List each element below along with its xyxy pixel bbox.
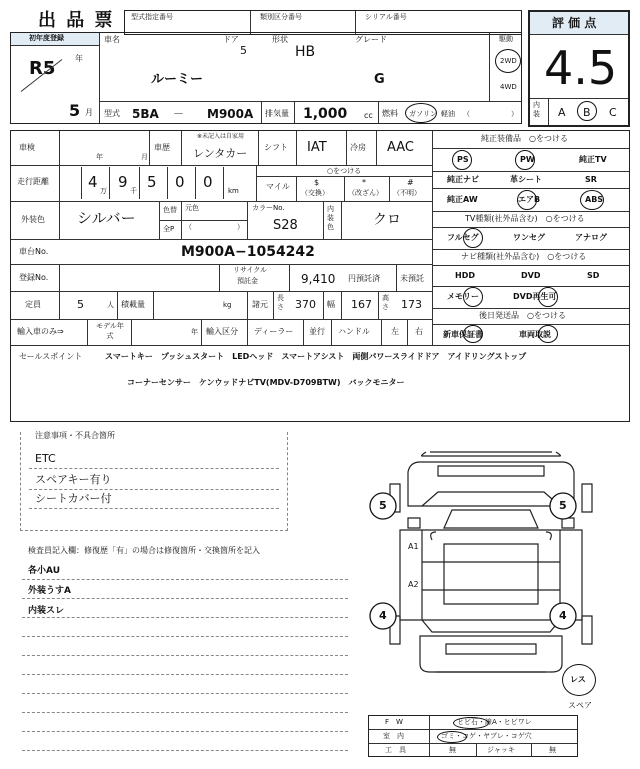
fw-value: ヒビ石・線A・ヒビワレ (457, 718, 532, 726)
nav-hdd: HDD (455, 271, 475, 280)
exterior-color-label: 外装色 (21, 215, 45, 224)
jack-value: 無 (549, 746, 556, 754)
ac-label: 冷房 (350, 143, 366, 152)
tire-rr-value: 4 (559, 609, 567, 622)
interior-grade-label: 内装 (533, 101, 540, 118)
later-title: 後日発送品 ○をつける (479, 311, 566, 320)
interior-grade-a: A (558, 106, 566, 119)
capacity-label: 定員 (25, 300, 41, 309)
form-title: 出 品 票 (38, 10, 115, 31)
drive-4wd: 4WD (500, 83, 517, 91)
equip-ps-circle (452, 150, 472, 170)
tire-rl-value: 4 (379, 609, 387, 622)
score-box (528, 10, 630, 127)
tools-value: 無 (449, 746, 456, 754)
first-registration-label: 初年度登録 (29, 34, 64, 42)
reg-no-label: 登録No. (19, 273, 49, 282)
load-unit: kg (223, 301, 232, 309)
nav-dvd: DVD (521, 271, 541, 280)
mileage-digit-3: 5 (147, 173, 157, 191)
type-number-label: 型式指定番号 (131, 13, 173, 21)
interior-cond-value: ゴミ・コゲ・ヤブレ・コゲ穴 (441, 732, 532, 740)
sales-points-label: セールスポイント (19, 352, 83, 361)
displacement-unit: cc (364, 111, 373, 120)
dealer-option: ディーラー (254, 327, 294, 336)
import-year-unit: 年 (191, 328, 198, 336)
notes-item-1: ETC (35, 452, 56, 465)
serial-number-label: シリアル番号 (365, 13, 407, 21)
registration-month: 5 (69, 101, 81, 120)
handle-left: 左 (391, 327, 399, 336)
equip-airbag: エアB (518, 195, 541, 204)
equip-leather: 革シート (510, 175, 542, 184)
chassis-label: 車台No. (19, 247, 49, 256)
grade-label: グレード (355, 35, 387, 44)
history-label: 車歴 (154, 143, 170, 152)
details-block (10, 130, 630, 422)
interior-color-value: クロ (373, 212, 401, 228)
chassis-value: M900A−1054242 (181, 244, 315, 260)
inspector-line (22, 636, 348, 637)
damage-mark-a2: A2 (408, 580, 419, 589)
model-dash: － (173, 107, 184, 120)
inspector-line (22, 655, 348, 656)
fw-circle (453, 717, 489, 729)
car-info-block (10, 32, 522, 124)
tv-analog: アナログ (575, 233, 607, 242)
color-no-label: カラーNo. (252, 204, 285, 212)
length-value: 370 (295, 298, 316, 311)
nav-dvd-play-circle (538, 287, 558, 307)
condition-table (368, 715, 578, 757)
mileage-digit-2: 9 (118, 173, 128, 191)
import-label: 輸入車のみ⇒ (17, 327, 64, 336)
mark-dollar: $ (314, 178, 320, 187)
dims-label: 諸元 (252, 300, 268, 309)
interior-cond-label: 室 内 (383, 732, 404, 740)
damage-mark-a1: A1 (408, 542, 419, 551)
equip-pw: PW (520, 155, 535, 164)
notes-item-2: スペアキー有り (35, 473, 112, 486)
nav-dvd-play: DVD再生可 (513, 292, 557, 301)
mileage-digits (81, 167, 241, 199)
door-value: 5 (240, 44, 247, 57)
inspector-line (22, 750, 348, 751)
inspection-label: 車検 (19, 143, 35, 152)
handle-label: ハンドル (338, 327, 370, 336)
drive-label: 駆動 (499, 35, 513, 43)
category-number-label: 類別区分番号 (260, 13, 302, 21)
mark-circle-note: ○をつける (327, 167, 362, 175)
inspector-item-3: 内装スレ (28, 606, 65, 616)
shape-label: 形状 (272, 35, 288, 44)
equip-nav: 純正ナビ (447, 175, 479, 184)
original-color-paren-open: （ (185, 223, 192, 231)
width-value: 167 (351, 298, 372, 311)
later-manual-circle (538, 325, 558, 343)
drive-2wd-circle (495, 49, 521, 73)
sales-points-line2: コーナーセンサー ケンウッドナビTV(MDV-D709BTW) バックモニター (127, 378, 405, 387)
history-value: レンタカー (193, 147, 248, 160)
mileage-digit-1: 4 (88, 173, 98, 191)
score-label: 評 価 点 (552, 16, 597, 30)
nav-sd: SD (587, 271, 600, 280)
equip-sr: SR (585, 175, 597, 184)
parallel-option: 並行 (309, 327, 325, 336)
model-year-label: モデル年式 (96, 322, 124, 340)
tire-fr-value: 5 (559, 499, 567, 512)
equipment-panel (433, 131, 629, 345)
inspector-item-1: 各小AU (28, 566, 60, 576)
shift-label: シフト (264, 143, 288, 152)
fuel-paren-close: ） (511, 110, 518, 118)
inspection-month-unit: 月 (141, 153, 148, 161)
mileage-digit-4: 0 (175, 173, 185, 191)
interior-grade-b: B (583, 106, 591, 119)
nav-memory-circle (463, 287, 483, 307)
repaint-label: 色替 (163, 206, 177, 214)
inspector-item-2: 外装うすA (28, 586, 71, 596)
jack-label: ジャッキ (487, 746, 515, 754)
handle-right: 右 (415, 327, 423, 336)
fuel-gasoline: ガソリン (409, 110, 437, 118)
mileage-km: km (228, 187, 239, 195)
mark-dollar-sub: （交換） (301, 189, 329, 197)
registration-era: R5 (29, 58, 56, 79)
equip-pw-circle (515, 150, 535, 170)
original-color-label: 元色 (185, 204, 199, 212)
width-label: 幅 (327, 300, 335, 309)
inspector-title: 検査員記入欄：修復歴「有」の場合は修復箇所・交換箇所を記入 (28, 546, 260, 555)
height-label: 高さ (382, 294, 389, 311)
mileage-sen: 千 (130, 187, 137, 195)
shape-value: HB (295, 44, 316, 60)
mile-label: マイル (266, 182, 290, 191)
tools-label: 工 具 (385, 746, 406, 754)
fuel-gasoline-circle (405, 103, 437, 123)
color-no-value: S28 (273, 218, 298, 233)
height-value: 173 (401, 298, 422, 311)
inspection-year-unit: 年 (96, 153, 103, 161)
inspector-line (22, 712, 348, 713)
recycle-label-2: 預託金 (237, 277, 258, 285)
inspector-line (22, 579, 348, 580)
car-name-value: ルーミー (151, 72, 204, 87)
later-warranty-circle (463, 325, 483, 343)
fuel-paren-open: （ (463, 110, 470, 118)
sales-points-line1: スマートキー プッシュスタート LEDヘッド スマートアシスト 両側パワースライドドア アイドリングストップ (105, 352, 527, 361)
ac-value: AAC (387, 140, 414, 155)
exterior-color-value: シルバー (77, 209, 136, 227)
equip-abs-circle (580, 190, 604, 210)
inspector-line (22, 731, 348, 732)
full-paint-label: 全P (163, 225, 175, 233)
later-warranty: 新車保証書 (443, 330, 483, 339)
mileage-man: 万 (100, 187, 107, 195)
score-value: 4.5 (544, 41, 618, 95)
equip-ps: PS (457, 155, 469, 164)
recycle-amount: 9,410 (301, 272, 336, 286)
mark-star: * (362, 178, 366, 187)
import-type-label: 輸入区分 (206, 327, 238, 336)
capacity-unit: 人 (107, 301, 114, 309)
tire-fl-value: 5 (379, 499, 387, 512)
registration-year-unit: 年 (75, 54, 83, 63)
interior-color-label: 内装色 (327, 205, 334, 231)
tv-oneseg: ワンセグ (513, 233, 545, 242)
mark-star-sub: （改ざん） (348, 189, 383, 197)
recycle-unpaid: 未預託 (400, 274, 424, 283)
tv-fullseg-circle (463, 228, 483, 248)
interior-grade-c: C (609, 106, 617, 119)
mark-hash: # (407, 178, 414, 187)
displacement-value: 1,000 (303, 106, 348, 122)
original-color-paren-close: ） (237, 223, 244, 231)
history-note: ※未記入は自家用 (197, 133, 245, 140)
fuel-diesel: 軽油 (441, 110, 455, 118)
mileage-digit-5: 0 (203, 173, 213, 191)
equip-abs: ABS (585, 195, 604, 204)
inspector-line (22, 598, 348, 599)
displacement-label: 排気量 (265, 109, 289, 118)
mileage-label: 走行距離 (17, 177, 49, 186)
fuel-label: 燃料 (382, 109, 398, 118)
load-label: 積載量 (121, 300, 145, 309)
shift-value: IAT (307, 140, 327, 155)
equip-aw: 純正AW (447, 195, 478, 204)
inspector-line (22, 617, 348, 618)
model-label: 型式 (104, 109, 120, 118)
tv-fullseg: フルセグ (447, 233, 479, 242)
spare-label: スペア (568, 701, 592, 710)
notes-item-3: シートカバー付 (35, 492, 112, 505)
inspector-line (22, 693, 348, 694)
notes-section (20, 432, 288, 531)
capacity-value: 5 (77, 298, 84, 311)
car-name-label: 車名 (104, 35, 120, 44)
length-label: 長さ (277, 294, 284, 311)
nav-memory: メモリー (447, 292, 479, 301)
drive-2wd: 2WD (500, 57, 517, 65)
recycle-paid: 円預託済 (348, 274, 380, 283)
equip-tv: 純正TV (579, 155, 607, 164)
notes-title: 注意事項・不具合箇所 (35, 431, 115, 440)
fw-label: F W (385, 718, 403, 726)
spare-value: レス (570, 675, 586, 684)
interior-cond-circle (437, 731, 467, 743)
model-code: M900A (207, 107, 254, 121)
nav-title: ナビ種類(社外品含む) ○をつける (461, 252, 587, 261)
later-manual: 車両取説 (519, 330, 551, 339)
door-label: ドア (223, 35, 239, 44)
grade-value: G (374, 72, 385, 87)
tv-title: TV種類(社外品含む) ○をつける (465, 214, 585, 223)
equipment-title: 純正装備品 ○をつける (481, 134, 568, 143)
inspector-line (22, 674, 348, 675)
grade-b-circle (577, 101, 597, 121)
recycle-label-1: リサイクル (233, 266, 268, 274)
mark-hash-sub: （不明） (393, 189, 421, 197)
model-prefix: 5BA (132, 107, 159, 121)
registration-month-unit: 月 (85, 108, 93, 117)
equip-airbag-circle (517, 190, 537, 210)
car-diagram (360, 440, 630, 680)
